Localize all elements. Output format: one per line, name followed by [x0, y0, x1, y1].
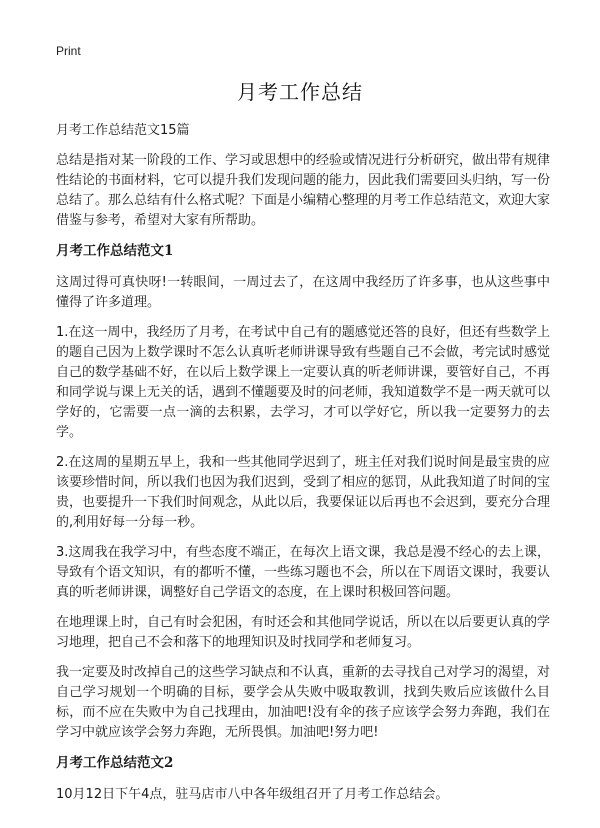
section-paragraph: 我一定要及时改掉自己的这些学习缺点和不认真，重新的去寻找自己对学习的渴望，对自己学习规划一个明确的目标，要学会从失败中吸取教训，找到失败后应该做什么目标，而不应在失败中为自己找理由，加油吧!没有伞的孩子应该学会努力奔跑，我们在学习中就应该学会努力奔跑，无所畏惧。加油吧!努力吧! [56, 665, 551, 740]
section-heading: 月考工作总结范文1 [56, 243, 174, 259]
document-subtitle: 月考工作总结范文15篇 [56, 123, 190, 138]
section-paragraph: 这周过得可真快呀!一转眼间，一周过去了，在这周中我经历了许多事，也从这些事中懂得了许多道理。 [56, 275, 550, 310]
intro-paragraph: 总结是指对某一阶段的工作、学习或思想中的经验或情况进行分析研究，做出带有规律性结论的书面材料，它可以提升我们发现问题的能力，因此我们需要回头归纳，写一份总结了。那么总结有什么格式呢？下面是小编精心整理的月考工作总结范文，欢迎大家借鉴与参考，希望对大家有所帮助。 [56, 153, 551, 228]
section-paragraph: 在地理课上时，自己有时会犯困，有时还会和其他同学说话，所以在以后要更认真的学习地理，把自己不会和落下的地理知识及时找同学和老师复习。 [56, 615, 551, 650]
document-body [56, 121, 550, 815]
section-heading: 月考工作总结范文2 [56, 755, 174, 771]
section-paragraph: 3.这周我在我学习中，有些态度不端正，在每次上语文课，我总是漫不经心的去上课，导致有个语文知识，有的都听不懂，一些练习题也不会，所以在下周语文课时，我要认真的听老师讲课，调整好自己学语文的态度，在上课时积极回答问题。 [56, 545, 551, 600]
section-paragraph: 10月12日下午4点，驻马店市八中各年级组召开了月考工作总结会。 [56, 787, 449, 802]
section-paragraph: 2.在这周的星期五早上，我和一些其他同学迟到了，班主任对我们说时间是最宝贵的应该要珍惜时间，所以我们也因为我们迟到，受到了相应的惩罚，从此我知道了时间的宝贵，也要提升一下我们时间观念，从此以后，我要保证以后再也不会迟到，要充分合理的,利用好每一分每一秒。 [56, 455, 551, 530]
section-paragraph: 1.在这一周中，我经历了月考，在考试中自己有的题感觉还答的良好，但还有些数学上的题自己因为上数学课时不怎么认真听老师讲课导致有些题自己不会做，考完试时感觉自己的数学基础不好，在以后上数学课上一定要认真的听老师讲课，要管好自己，不再和同学说与课上无关的话，遇到不懂题要及时的问老师，我知道数学不是一两天就可以学好的，它需要一点一滴的去积累，去学习，才可以学好它，所以我一定要努力的去学。 [56, 325, 551, 440]
print-label: Print [56, 44, 81, 58]
page-title: 月考工作总结 [237, 80, 363, 104]
